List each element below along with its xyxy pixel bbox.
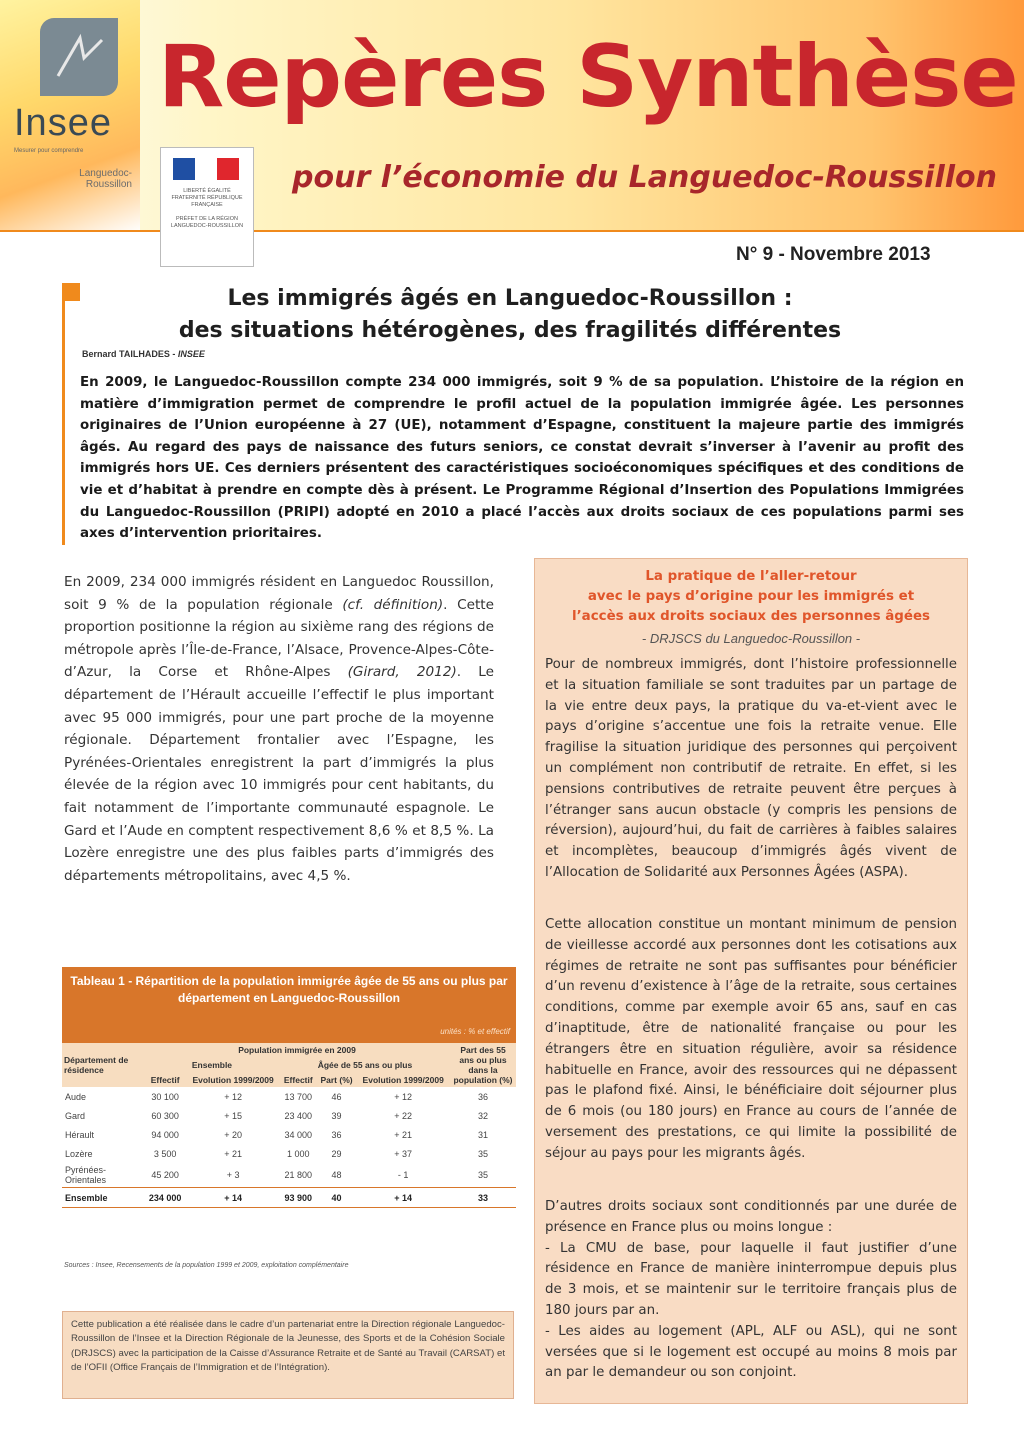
sidebar-paragraph-2: Cette allocation constitue un montant minimum de pension de vieillesse accordé aux personnes dont les cotisations aux régimes de retraite ne sont pas suffisantes pour bénéficier d’un revenu d’existence à l’âge de la retraite, sous certaines conditions, comme par exemple avoir 65 ans, sauf en cas d’inaptitude, être de nationalité française ou pour les étrangers être en situation régulière, avoir sa résidence habituelle en France, avoir des ressources qui ne dépassent pas le plafond fixé. Ainsi, le bénéficiaire doit séjourner plus de 6 mois (ou 180 jours) en France au cours de l’année de versement des prestations, ce qui limite la possibilité de séjour au pays pour les migrants âgés. xyxy=(545,917,957,1161)
insee-logo-tagline: Mesurer pour comprendre xyxy=(14,148,84,154)
table-row xyxy=(62,1144,516,1163)
accent-square xyxy=(62,283,80,301)
cell-part55: 32 xyxy=(477,1110,488,1121)
col-effectif-55: Effectif xyxy=(280,1072,317,1087)
table-unit: unités : % et effectif xyxy=(440,1027,510,1036)
article-title-line2: des situations hétérogènes, des fragilités différentes xyxy=(178,318,842,343)
sidebar-title xyxy=(535,567,967,627)
sidebar-p3-logement: - Les aides au logement (APL, ALF ou ASL), qui ne sont versées que si le logement est occupé au moins 8 mois par an par le demandeur ou son conjoint. xyxy=(545,1323,957,1381)
cell-evolution-55: + 21 xyxy=(394,1129,413,1140)
cell-evolution: + 3 xyxy=(226,1170,240,1180)
publication-title: Repères Synthèse xyxy=(158,27,1018,127)
cell-evolution-55: - 1 xyxy=(397,1170,409,1180)
col-evolution-55: Evolution 1999/2009 xyxy=(356,1072,450,1087)
cell-dept: Lozère xyxy=(65,1148,93,1159)
table-1 xyxy=(62,967,516,1287)
cell-effectif: 60 300 xyxy=(151,1110,179,1121)
cell-dept: Aude xyxy=(65,1091,87,1102)
sidebar-p3-cmu: - La CMU de base, pour laquelle il faut justifier d’une résidence en France de manière ininterrompue depuis plus de 3 mois, et se maintenir sur le territoire français plus de 180 jours par an. xyxy=(545,1240,957,1318)
cell-effectif-55: 13 700 xyxy=(284,1091,313,1102)
cell-effectif: 30 100 xyxy=(151,1091,179,1102)
issue-number: N° 9 - Novembre 2013 xyxy=(736,244,931,265)
col-evolution: Evolution 1999/2009 xyxy=(186,1072,280,1087)
col-part55: Part des 55 ans ou plus dans la population (%) xyxy=(450,1043,516,1087)
sidebar-title-line2: avec le pays d’origine pour les immigrés et xyxy=(587,589,915,604)
table-row xyxy=(62,1106,516,1125)
cell-dept: Ensemble xyxy=(62,1188,144,1208)
cell-part: 46 xyxy=(331,1091,342,1102)
table-row xyxy=(62,1163,516,1188)
cell-part55: 35 xyxy=(477,1148,488,1159)
insee-logo-region: Languedoc-Roussillon xyxy=(79,168,132,190)
cell-part: 48 xyxy=(331,1170,342,1180)
prefet-motto: LIBERTÉ ÉGALITÉ FRATERNITÉ RÉPUBLIQUE FRANÇAISE xyxy=(171,188,243,208)
col-dept: Département de résidence xyxy=(62,1043,144,1087)
cell-evolution: + 12 xyxy=(224,1091,242,1102)
cell-part: 36 xyxy=(331,1129,342,1140)
body-part2: . Cette proportion positionne la région au sixième rang des régions de métropole après l’Île-de-France, l’Alsace, Provence-Alpes-Côte-d’Azur, la Corse et Rhône-Alpes xyxy=(64,596,494,681)
sidebar-p3-intro: D’autres droits sociaux sont conditionnés par une durée de présence en France plus ou moins longue : xyxy=(545,1199,957,1235)
cell-evolution: + 14 xyxy=(186,1188,280,1208)
table-total-row xyxy=(62,1188,516,1208)
col-group-ensemble: Ensemble xyxy=(144,1058,280,1073)
col-effectif: Effectif xyxy=(144,1072,186,1087)
cell-evolution: + 21 xyxy=(224,1148,242,1159)
article-intro: En 2009, le Languedoc-Roussillon compte 234 000 immigrés, soit 9 % de sa population. L’histoire de la région en matière d’immigration permet de comprendre le profil actuel de la population immigrée âgée. Les personnes originaires de l’Union européenne à 27 (UE), notamment d’Espagne, constituent la majeure partie des immigrés âgés. Au regard des pays de naissance des futurs seniors, ce constat devrait s’inverser à l’avenir au profit des immigrés hors UE. Ces derniers présentent des caractéristiques socioéconomiques spécifiques et des conditions de vie et d’habitat à prendre en compte dès à présent. Le Programme Régional d’Insertion des Populations Immigrées du Languedoc-Roussillon (PRIPI) adopté en 2010 a placé l’accès aux droits sociaux de ces populations parmi ses axes d’intervention prioritaires. xyxy=(80,375,964,542)
body-reference-definition: (cf. définition) xyxy=(342,596,444,613)
prefet-logo xyxy=(160,147,254,267)
article-body xyxy=(64,571,494,887)
cell-effectif: 45 200 xyxy=(151,1170,179,1180)
table-grid xyxy=(62,1043,516,1208)
article-title xyxy=(90,283,930,347)
cell-effectif: 3 500 xyxy=(153,1148,177,1159)
author-org: INSEE xyxy=(177,349,205,359)
cell-effectif: 234 000 xyxy=(144,1188,186,1208)
body-part1: En 2009, 234 000 immigrés résident en Languedoc Roussillon, soit 9 % de la population régionale xyxy=(64,574,494,613)
cell-effectif: 94 000 xyxy=(151,1129,179,1140)
cell-part: 39 xyxy=(331,1110,342,1121)
cell-part55: 33 xyxy=(450,1188,516,1208)
cell-effectif-55: 1 000 xyxy=(287,1148,310,1159)
cell-effectif-55: 93 900 xyxy=(280,1188,317,1208)
cell-dept: Hérault xyxy=(65,1129,95,1140)
cell-evolution: + 20 xyxy=(224,1129,242,1140)
table-row xyxy=(62,1087,516,1106)
insee-logo-word: Insee xyxy=(14,102,112,144)
cell-dept: Gard xyxy=(65,1110,86,1121)
cell-part: 40 xyxy=(317,1188,357,1208)
cell-part: 29 xyxy=(331,1148,342,1159)
insee-logo xyxy=(14,18,132,190)
cell-part55: 31 xyxy=(477,1129,488,1140)
publication-subtitle: pour l’économie du Languedoc-Roussillon xyxy=(292,160,997,195)
french-flag-icon xyxy=(173,158,239,180)
cell-effectif-55: 34 000 xyxy=(284,1129,313,1140)
sidebar-source: - DRJSCS du Languedoc-Roussillon - xyxy=(641,631,861,646)
sidebar-box xyxy=(534,558,968,1404)
cell-evolution-55: + 14 xyxy=(356,1188,450,1208)
table-row xyxy=(62,1125,516,1144)
col-part: Part (%) xyxy=(317,1072,357,1087)
article-title-line1: Les immigrés âgés en Languedoc-Roussillon : xyxy=(227,286,793,311)
body-part3: . Le département de l’Hérault accueille l’effectif le plus important avec 95 000 immigrés, pour une part proche de la moyenne régionale. Département frontalier avec l’Espagne, les Pyrénées-Orientales enregistrent la part d’immigrés la plus élevée de la région avec 10 immigrés pour cent habitants, du fait notamment de l’importante communauté espagnole. Le Gard et l’Aude en comptent respectivement 8,6 % et 8,5 %. La Lozère enregistre une des plus faibles parts d’immigrés des départements métropolitains, avec 4,5 %. xyxy=(64,664,495,884)
prefet-name: PRÉFET DE LA RÉGION LANGUEDOC-ROUSSILLON xyxy=(170,216,244,229)
cell-evolution-55: + 12 xyxy=(394,1091,413,1102)
partnership-note: Cette publication a été réalisée dans le cadre d’un partenariat entre la Direction régionale Languedoc-Roussillon de l’Insee et la Direction Régionale de la Jeunesse, des Sports et de la Cohésion Sociale (DRJSCS) avec la participation de la Caisse d’Assurance Retraite et de Santé au Travail (CARSAT) et de l’OFII (Office Français de l’Immigration et de l’Intégration). xyxy=(62,1311,514,1399)
cell-dept: Pyrénées-Orientales xyxy=(65,1165,107,1185)
sidebar-title-line3: l’accès aux droits sociaux des personnes âgées xyxy=(571,609,931,624)
table-title: Tableau 1 - Répartition de la population immigrée âgée de 55 ans ou plus par département en Languedoc-Roussillon xyxy=(70,974,508,1005)
cell-effectif-55: 21 800 xyxy=(284,1170,313,1180)
table-header-band xyxy=(62,967,516,1043)
cell-part55: 35 xyxy=(477,1170,488,1180)
body-reference-girard: (Girard, 2012) xyxy=(347,664,457,681)
insee-logo-icon xyxy=(40,18,118,96)
cell-evolution-55: + 37 xyxy=(394,1148,413,1159)
col-group-pop: Population immigrée en 2009 xyxy=(144,1043,450,1058)
cell-effectif-55: 23 400 xyxy=(284,1110,313,1121)
cell-evolution-55: + 22 xyxy=(394,1110,413,1121)
author-name: Bernard TAILHADES - xyxy=(82,349,178,359)
sidebar-paragraph-1: Pour de nombreux immigrés, dont l’histoire professionnelle et la situation familiale se sont traduites par un partage de la vie entre deux pays, la pratique du va-et-vient avec le pays d’origine s’accentue une fois la retraite venue. Elle fragilise la situation juridique des personnes qui perçoivent un complément non contributif de retraite. En effet, si les pensions contributives de retraite peuvent être perçues à l’étranger sans aucun obstacle (y compris les pensions de réversion), aujourd’hui, du fait de carrières à faibles salaires et incomplètes, beaucoup d’immigrés âgés vivent de l’Allocation de Solidarité aux Personnes Âgées (ASPA). xyxy=(545,657,957,880)
col-group-55: Âgée de 55 ans ou plus xyxy=(280,1058,450,1073)
sidebar-title-line1: La pratique de l’aller-retour xyxy=(645,569,857,584)
accent-bar xyxy=(62,301,65,545)
table-source: Sources : Insee, Recensements de la population 1999 et 2009, exploitation complémentaire xyxy=(64,1262,349,1269)
author xyxy=(82,349,205,359)
cell-evolution: + 15 xyxy=(224,1110,242,1121)
header-divider xyxy=(0,230,1024,232)
cell-part55: 36 xyxy=(477,1091,488,1102)
sidebar-paragraph-3 xyxy=(545,1197,957,1384)
